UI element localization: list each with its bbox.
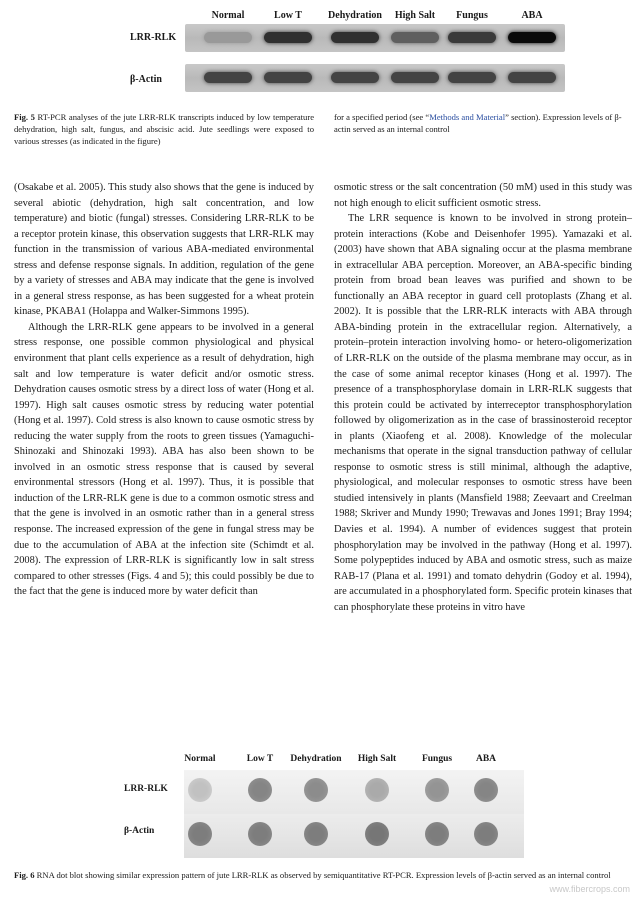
fig5-row-beta-actin: β-Actin [130, 74, 162, 85]
watermark: www.fibercrops.com [549, 884, 630, 894]
fig6-dot-actin-1 [248, 822, 272, 846]
fig5-caption-right-b: ” section). Expression levels of β-actin served as an internal control [334, 112, 622, 134]
fig5-band-lrr-3 [391, 32, 439, 43]
fig6-dot-actin-3 [365, 822, 389, 846]
fig5-band-actin-5 [508, 72, 556, 83]
fig6-lane-fungus: Fungus [421, 754, 453, 764]
methods-link[interactable]: Methods and Material [429, 112, 506, 122]
fig5-lane-low-t: Low T [274, 10, 302, 21]
fig5-lane-high-salt: High Salt [394, 10, 436, 21]
figure-6-caption [14, 870, 630, 882]
fig6-dot-lrr-2 [304, 778, 328, 802]
fig5-lane-labels [110, 10, 543, 24]
fig6-lane-high-salt: High Salt [357, 754, 397, 764]
fig6-lane-dehydration: Dehydration [290, 754, 342, 764]
fig6-caption-label: Fig. 6 [14, 870, 35, 880]
fig5-band-lrr-0 [204, 32, 252, 43]
fig5-lane-aba: ABA [521, 10, 543, 21]
fig6-lane-low-t: Low T [246, 754, 274, 764]
fig5-band-lrr-2 [331, 32, 379, 43]
fig6-row-lrr-rlk: LRR-RLK [124, 784, 168, 794]
figure-5-gel [110, 2, 543, 94]
fig5-lane-normal: Normal [211, 10, 245, 21]
fig5-band-lrr-5 [508, 32, 556, 43]
fig6-dot-lrr-4 [425, 778, 449, 802]
fig6-lane-aba: ABA [475, 754, 497, 764]
fig5-caption-right-a: for a specified period (see “ [334, 112, 430, 122]
fig6-dot-actin-4 [425, 822, 449, 846]
fig5-band-actin-3 [391, 72, 439, 83]
body-column-right [334, 180, 632, 615]
fig6-caption-text: RNA dot blot showing similar expression pattern of jute LRR-RLK as observed by semiquantitative RT-PCR. Expression levels of β-actin served as an internal control [34, 870, 611, 880]
figure-5-caption-right [334, 112, 630, 136]
fig6-dot-lrr-1 [248, 778, 272, 802]
fig6-dot-lrr-0 [188, 778, 212, 802]
fig6-dot-actin-2 [304, 822, 328, 846]
fig5-caption-text: RT-PCR analyses of the jute LRR-RLK transcripts induced by low temperature dehydration, high salt, fungus, and abscisic acid. Jute seedlings were exposed to various stresses (as indicated in the figure) [14, 112, 315, 146]
fig5-band-actin-2 [331, 72, 379, 83]
paragraph: The LRR sequence is known to be involved in strong protein–protein interactions (Kobe and Deisenhofer 1995). Yamazaki et al. (2003) have shown that ABA signaling occur at the plasma membrane in extracellular ABA perception. Moreover, an ABA-specific binding protein from broad bean leaves was purified and shown to be functionally an ABA receptor in guard cell protoplasts (Zhang et al. 2002). It is possible that the LRR-RLK interacts with ABA through ABA-binding protein in the extracellular region. Alternatively, a protein–protein interaction involving homo- or hetero-oligomerization of LRR-RLK on the outside of the plasma membrane may occur, as in the case of some animal receptor kinases (Hong et al. 1997). The presence of a transphosphorylase domain in LRR-RLK suggests that this protein could be activated by interreceptor transphosphorylation followed by oligomerization as in the case of brassinosteroid receptor in plants (Xiaofeng et al. 2008). Knowledge of the molecular mechanisms that operate in the signal transduction pathway of cellular response to osmotic stress is still minimal, although the adaptive, physiological, and molecular responses to osmotic stress have been studied intensively in plants (Mansfield 1988; Zeevaart and Creelman 1988; Skriver and Mundy 1990; Trewavas and Jones 1991; Bray 1994; Davies et al. 1994). A number of evidences suggest that protein phosphorylation may be involved in the pathway (Hong et al. 1997). Some polypeptides induced by ABA and osmotic stress, such as maize RAB-17 (Plana et al. 1991) and tomato dehydrin (Godoy et al. 1994), are accumulated in a phosphorylated form. Specific protein kinases that can phosphorylate these proteins in vitro have [334, 213, 632, 613]
fig6-dot-actin-5 [474, 822, 498, 846]
paragraph: osmotic stress or the salt concentration (50 mM) used in this study was not high enough to elicit sufficient osmotic stress. [334, 182, 632, 209]
paragraph: Although the LRR-RLK gene appears to be involved in a general stress response, one possible common physiological and physical environment that plant cells experience as a result of dehydration, high salt and low temperature is water deficit and/or osmotic stress. Dehydration causes osmotic stress by a direct loss of water (Hong et al. 1997). High salt causes osmotic stress by reducing water potential (Hong et al. 1997). Cold stress is also known to cause osmotic stress by reducing the water supply from the roots to green tissues (Yamaguchi-Shinozaki and Shinozaki 1993). ABA has also been shown to be involved in an osmotic stress response that is caused by several environmental stressors (Hong et al. 1997). Thus, it is possible that induction of the LRR-RLK gene is due to a common osmotic stress and that the gene is involved in an osmotic rather than in a general stress response. The increased expression of the gene in fungal stress may be due to the accumulation of ABA at the infection site (Schimdt et al. 2008). The expression of LRR-RLK is significantly low in salt stress compared to other stresses (Figs. 4 and 5); this could possibly be due to the fact that the gene is induced more by water deficit than [14, 321, 314, 598]
fig5-band-actin-0 [204, 72, 252, 83]
fig6-lane-normal: Normal [184, 754, 216, 764]
fig5-lane-dehydration: Dehydration [328, 10, 382, 21]
fig6-blot-lrr-strip [184, 770, 524, 814]
body-column-left [14, 180, 314, 600]
figure-5-caption-left [14, 112, 314, 147]
fig6-dot-actin-0 [188, 822, 212, 846]
fig5-band-lrr-1 [264, 32, 312, 43]
fig5-band-lrr-4 [448, 32, 496, 43]
fig6-blot-actin-strip [184, 814, 524, 858]
fig6-dot-lrr-5 [474, 778, 498, 802]
figure-6-dot-blot [14, 748, 630, 868]
fig5-band-actin-1 [264, 72, 312, 83]
fig5-lane-fungus: Fungus [456, 10, 488, 21]
fig5-row-lrr-rlk: LRR-RLK [130, 32, 177, 43]
fig5-gel-lrr-strip [185, 24, 565, 52]
fig5-gel-actin-strip [185, 64, 565, 92]
fig6-row-beta-actin: β-Actin [124, 826, 155, 836]
fig5-band-actin-4 [448, 72, 496, 83]
fig5-caption-label: Fig. 5 [14, 112, 35, 122]
paragraph: (Osakabe et al. 2005). This study also shows that the gene is induced by several abiotic (dehydration, high salt concentration, and low temperature) and biotic (fungal) stresses. Considering LRR-RLK to be a receptor protein kinase, this observation suggests that LRR-RLK may function in the transmission of various ABA-mediated environmental stress and defense response signals. In addition, regulation of the gene by a variety of stresses and ABA may indicate that the gene is involved in a general stress response, as has been suggested for a wheat protein kinase, PKABA1 (Holappa and Walker-Simmons 1995). [14, 182, 314, 318]
fig6-dot-lrr-3 [365, 778, 389, 802]
